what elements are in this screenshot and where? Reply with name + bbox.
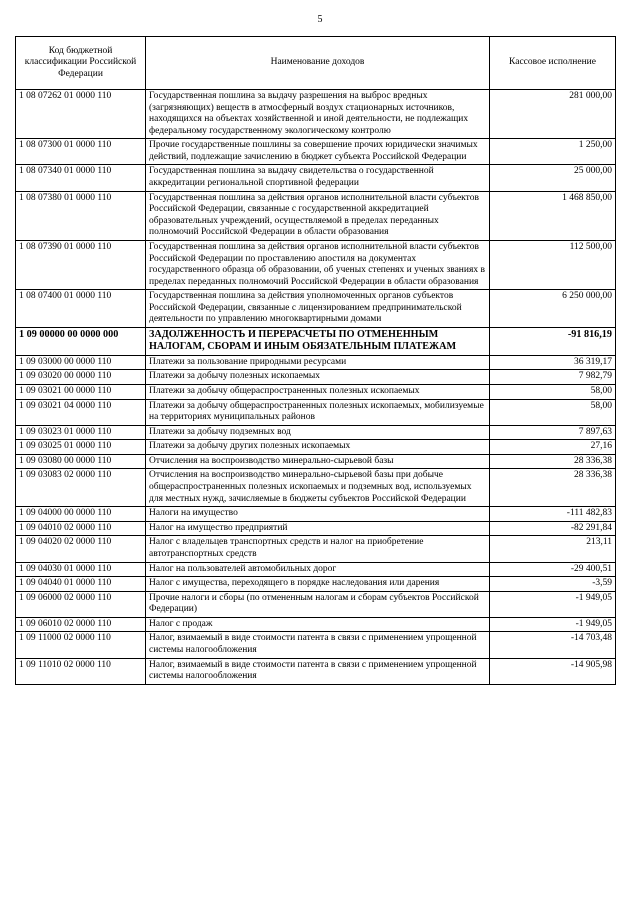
page-number: 5 xyxy=(317,14,323,25)
table-row xyxy=(16,440,616,455)
row-name: Платежи за добычу других полезных ископаемых xyxy=(146,440,490,455)
row-code: 1 09 04010 02 0000 110 xyxy=(16,521,146,536)
row-name: Отчисления на воспроизводство минерально-сырьевой базы при добыче общераспространенных полезных ископаемых и подземных вод, используемых для местных нужд, зачисляемые в бюджеты субъектов Российской Федерации xyxy=(146,469,490,507)
row-name: Налог на пользователей автомобильных дорог xyxy=(146,562,490,577)
row-amount: -29 400,51 xyxy=(490,562,616,577)
row-name: Налог с имущества, переходящего в порядке наследования или дарения xyxy=(146,577,490,592)
row-name: Государственная пошлина за действия уполномоченных органов субъектов Российской Федерации, связанные с лицензированием предпринимательской деятельности по управлению многоквартирными домами xyxy=(146,290,490,328)
row-amount: 28 336,38 xyxy=(490,454,616,469)
header-amount: Кассовое исполнение xyxy=(490,37,616,90)
row-name: Налог на имущество предприятий xyxy=(146,521,490,536)
row-amount: 25 000,00 xyxy=(490,165,616,191)
table-row xyxy=(16,399,616,425)
row-amount: 112 500,00 xyxy=(490,240,616,289)
row-name: Государственная пошлина за действия органов исполнительной власти субъектов Российской Федерации по проставлению апостиля на документах государственного образца об образовании, об ученых степенях и ученых званиях в пределах переданных полномочий Российской Федерации в области образования xyxy=(146,240,490,289)
row-code: 1 08 07390 01 0000 110 xyxy=(16,240,146,289)
row-amount: 27,16 xyxy=(490,440,616,455)
row-name: Платежи за добычу полезных ископаемых xyxy=(146,370,490,385)
table-row xyxy=(16,290,616,328)
row-amount: -82 291,84 xyxy=(490,521,616,536)
row-name: Налоги на имущество xyxy=(146,507,490,522)
row-code: 1 09 11010 02 0000 110 xyxy=(16,658,146,684)
table-row xyxy=(16,139,616,165)
row-code: 1 08 07340 01 0000 110 xyxy=(16,165,146,191)
row-name: ЗАДОЛЖЕННОСТЬ И ПЕРЕРАСЧЕТЫ ПО ОТМЕНЕННЫМ НАЛОГАМ, СБОРАМ И ИНЫМ ОБЯЗАТЕЛЬНЫМ ПЛАТЕЖАМ xyxy=(146,327,490,355)
row-amount: 1 468 850,00 xyxy=(490,191,616,240)
row-name: Государственная пошлина за выдачу разрешения на выброс вредных (загрязняющих) веществ в атмосферный воздух стационарных источников, находящихся на объектах хозяйственной и иной деятельности, не подлежащих федеральному государственному экологическому контролю xyxy=(146,90,490,139)
row-code: 1 09 04040 01 0000 110 xyxy=(16,577,146,592)
table-row xyxy=(16,562,616,577)
table-row xyxy=(16,469,616,507)
row-code: 1 09 03023 01 0000 110 xyxy=(16,425,146,440)
row-name: Платежи за добычу общераспространенных полезных ископаемых, мобилизуемые на территориях муниципальных районов xyxy=(146,399,490,425)
row-code: 1 09 11000 02 0000 110 xyxy=(16,632,146,658)
row-code: 1 09 03000 00 0000 110 xyxy=(16,355,146,370)
table-row xyxy=(16,90,616,139)
row-amount: -91 816,19 xyxy=(490,327,616,355)
row-amount: 58,00 xyxy=(490,399,616,425)
row-name: Платежи за добычу общераспространенных полезных ископаемых xyxy=(146,385,490,400)
table-body xyxy=(16,90,616,685)
row-code: 1 09 04030 01 0000 110 xyxy=(16,562,146,577)
row-amount: 6 250 000,00 xyxy=(490,290,616,328)
row-amount: 7 897,63 xyxy=(490,425,616,440)
row-code: 1 08 07400 01 0000 110 xyxy=(16,290,146,328)
table-row xyxy=(16,355,616,370)
row-name: Отчисления на воспроизводство минерально-сырьевой базы xyxy=(146,454,490,469)
row-code: 1 09 03020 00 0000 110 xyxy=(16,370,146,385)
table-row xyxy=(16,370,616,385)
table-row xyxy=(16,521,616,536)
table-row xyxy=(16,327,616,355)
row-amount: 58,00 xyxy=(490,385,616,400)
row-name: Платежи за пользование природными ресурсами xyxy=(146,355,490,370)
row-name: Государственная пошлина за выдачу свидетельства о государственной аккредитации региональной спортивной федерации xyxy=(146,165,490,191)
row-code: 1 09 03021 00 0000 110 xyxy=(16,385,146,400)
table-row xyxy=(16,454,616,469)
table-row xyxy=(16,658,616,684)
row-amount: -1 949,05 xyxy=(490,591,616,617)
row-code: 1 08 07300 01 0000 110 xyxy=(16,139,146,165)
header-name: Наименование доходов xyxy=(146,37,490,90)
row-name: Налог с продаж xyxy=(146,617,490,632)
row-name: Налог, взимаемый в виде стоимости патента в связи с применением упрощенной системы налогообложения xyxy=(146,658,490,684)
row-amount: -14 905,98 xyxy=(490,658,616,684)
row-code: 1 09 03083 02 0000 110 xyxy=(16,469,146,507)
table-row xyxy=(16,507,616,522)
row-name: Государственная пошлина за действия органов исполнительной власти субъектов Российской Федерации, связанные с государственной аккредитацией образовательных учреждений, осуществляемой в пределах переданных полномочий Российской Федерации в области образования xyxy=(146,191,490,240)
row-amount: -14 703,48 xyxy=(490,632,616,658)
table-row xyxy=(16,191,616,240)
row-code: 1 09 06000 02 0000 110 xyxy=(16,591,146,617)
row-amount: 281 000,00 xyxy=(490,90,616,139)
table-header-row xyxy=(16,37,616,90)
table-row xyxy=(16,617,616,632)
table-row xyxy=(16,632,616,658)
row-code: 1 09 00000 00 0000 000 xyxy=(16,327,146,355)
row-code: 1 09 04020 02 0000 110 xyxy=(16,536,146,562)
row-amount: 213,11 xyxy=(490,536,616,562)
table-row xyxy=(16,425,616,440)
row-amount: 28 336,38 xyxy=(490,469,616,507)
row-code: 1 09 03021 04 0000 110 xyxy=(16,399,146,425)
row-amount: 1 250,00 xyxy=(490,139,616,165)
table-row xyxy=(16,165,616,191)
table-row xyxy=(16,577,616,592)
row-code: 1 08 07262 01 0000 110 xyxy=(16,90,146,139)
row-amount: -3,59 xyxy=(490,577,616,592)
row-amount: -111 482,83 xyxy=(490,507,616,522)
budget-revenue-table xyxy=(15,36,616,685)
row-name: Платежи за добычу подземных вод xyxy=(146,425,490,440)
row-amount: -1 949,05 xyxy=(490,617,616,632)
row-code: 1 09 06010 02 0000 110 xyxy=(16,617,146,632)
header-code: Код бюджетной классификации Российской Федерации xyxy=(16,37,146,90)
table-row xyxy=(16,240,616,289)
row-name: Прочие налоги и сборы (по отмененным налогам и сборам субъектов Российской Федерации) xyxy=(146,591,490,617)
table-row xyxy=(16,591,616,617)
row-code: 1 09 03080 00 0000 110 xyxy=(16,454,146,469)
row-amount: 7 982,79 xyxy=(490,370,616,385)
row-name: Налог с владельцев транспортных средств и налог на приобретение автотранспортных средств xyxy=(146,536,490,562)
row-code: 1 09 04000 00 0000 110 xyxy=(16,507,146,522)
row-amount: 36 319,17 xyxy=(490,355,616,370)
row-code: 1 08 07380 01 0000 110 xyxy=(16,191,146,240)
row-name: Прочие государственные пошлины за совершение прочих юридически значимых действий, подлежащие зачислению в бюджет субъекта Российской Федерации xyxy=(146,139,490,165)
row-code: 1 09 03025 01 0000 110 xyxy=(16,440,146,455)
table-row xyxy=(16,385,616,400)
table-row xyxy=(16,536,616,562)
row-name: Налог, взимаемый в виде стоимости патента в связи с применением упрощенной системы налогообложения xyxy=(146,632,490,658)
